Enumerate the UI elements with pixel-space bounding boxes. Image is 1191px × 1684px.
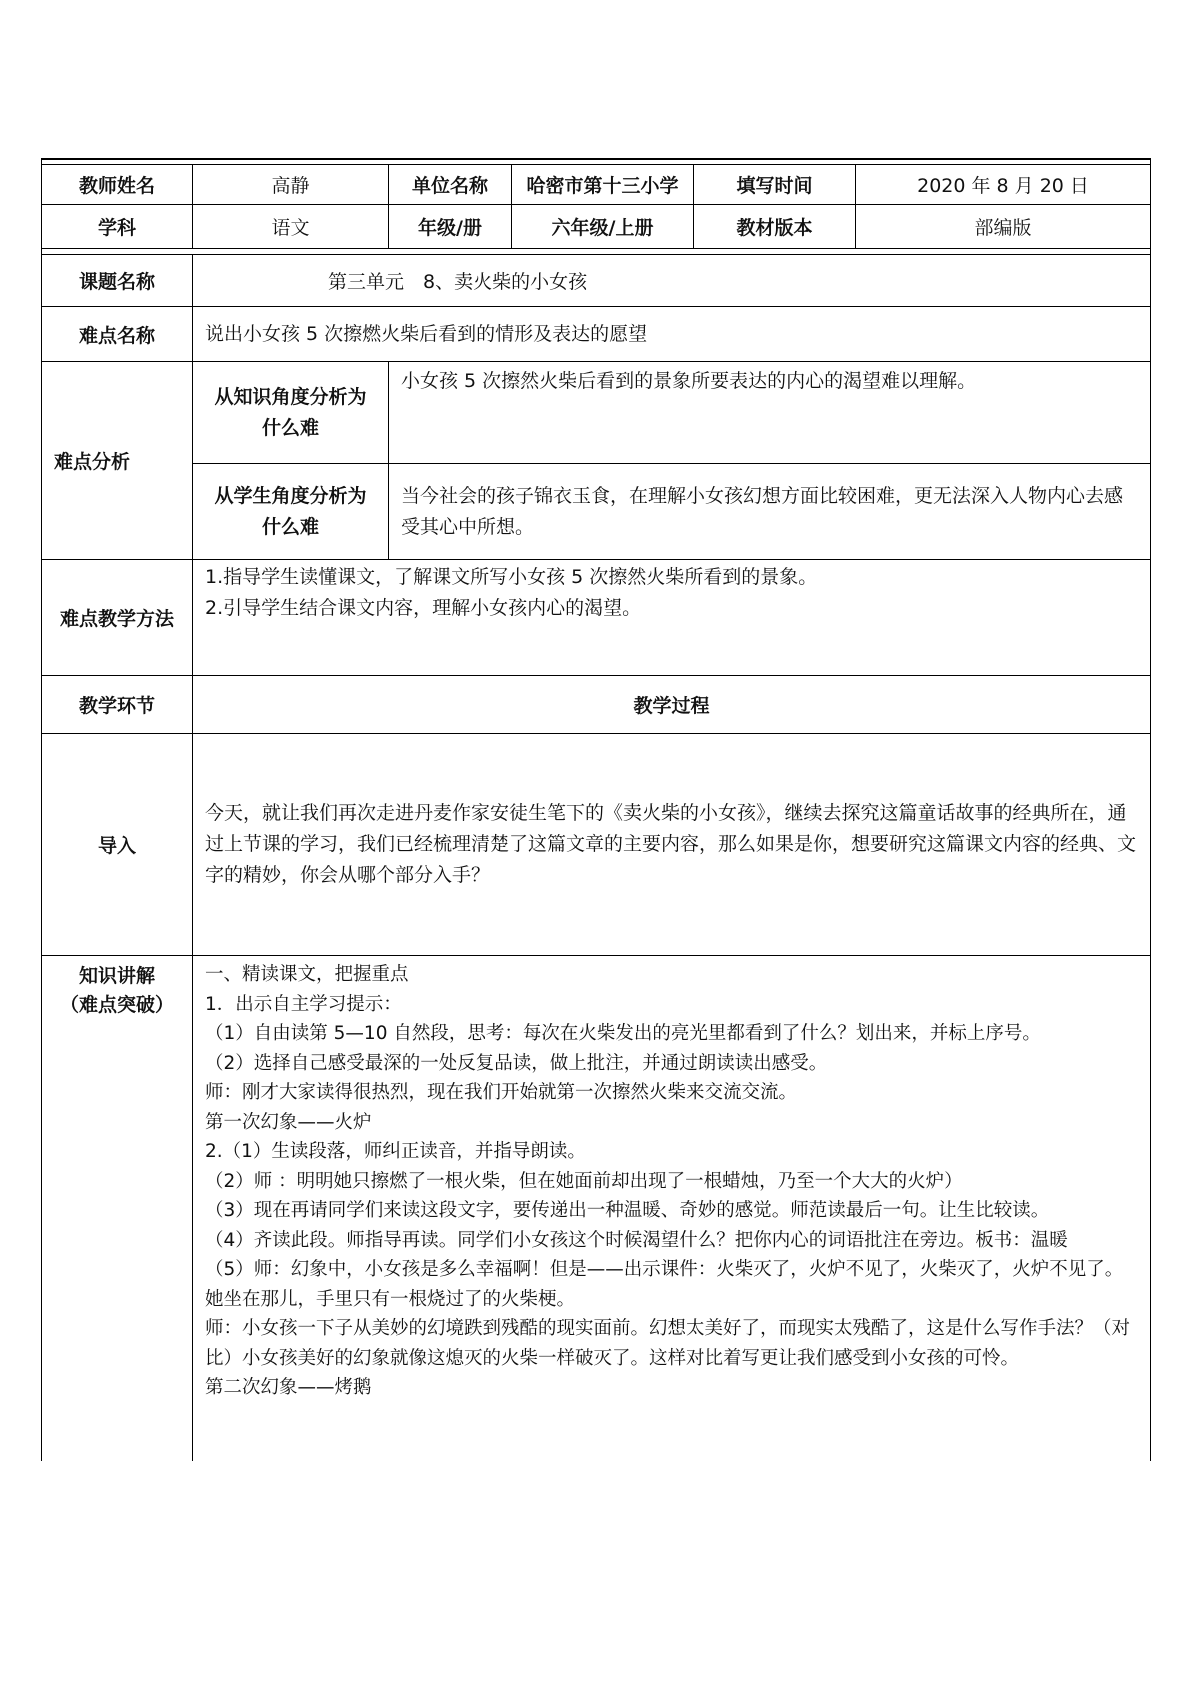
knowledge-angle-text: 小女孩 5 次擦然火柴后看到的景象所要表达的内心的渴望难以理解。: [389, 362, 1151, 464]
grade-label: 年级/册: [389, 205, 512, 249]
fill-date: 2020 年 8 月 20 日: [856, 165, 1151, 205]
intro-label: 导入: [42, 734, 193, 956]
unit-name: 哈密市第十三小学: [512, 165, 694, 205]
topic-value: 第三单元 8、卖火柴的小女孩: [193, 255, 1151, 307]
difficulty-label: 难点名称: [42, 307, 193, 362]
teacher-name-label: 教师姓名: [42, 165, 193, 205]
knowledge-text: [193, 956, 1151, 1461]
edition-label: 教材版本: [694, 205, 856, 249]
subject: 语文: [193, 205, 389, 249]
difficulty-value: 说出小女孩 5 次擦燃火柴后看到的情形及表达的愿望: [193, 307, 1151, 362]
teacher-name: 高静: [193, 165, 389, 205]
knowledge-label: [42, 956, 193, 1461]
knowledge-line: 师：小女孩一下子从美妙的幻境跌到残酷的现实面前。幻想太美好了，而现实太残酷了，这是什么写作手法？（对比）小女孩美好的幻象就像这熄灭的火柴一样破灭了。这样对比着写更让我们感受到小女孩的可怜。: [205, 1318, 1131, 1369]
knowledge-line: 师：刚才大家读得很热烈，现在我们开始就第一次擦然火柴来交流交流。: [205, 1082, 798, 1103]
student-angle-text: 当今社会的孩子锦衣玉食，在理解小女孩幻想方面比较困难，更无法深入人物内心去感受其心中所想。: [389, 464, 1151, 560]
knowledge-angle-label: 从知识角度分析为什么难: [193, 362, 389, 464]
edition: 部编版: [856, 205, 1151, 249]
grade: 六年级/上册: [512, 205, 694, 249]
knowledge-line: （2）师 ：明明她只擦燃了一根火柴，但在她面前却出现了一根蜡烛，乃至一个大大的火炉）: [205, 1170, 963, 1192]
knowledge-line: 1．出示自主学习提示：: [205, 993, 402, 1015]
analysis-label: 难点分析: [42, 362, 193, 560]
topic-label: 课题名称: [42, 255, 193, 307]
method-line: 1.指导学生读懂课文，了解课文所写小女孩 5 次擦然火柴所看到的景象。: [205, 566, 818, 588]
knowledge-line: 2.（1）生读段落，师纠正读音，并指导朗读。: [205, 1141, 586, 1162]
knowledge-line: 第一次幻象——火炉: [205, 1111, 372, 1133]
intro-text: 今天，就让我们再次走进丹麦作家安徒生笔下的《卖火柴的小女孩》，继续去探究这篇童话故事的经典所在，通过上节课的学习，我们已经梳理清楚了这篇文章的主要内容，那么如果是你，想要研究这篇课文内容的经典、文字的精妙，你会从哪个部分入手？: [193, 734, 1151, 956]
knowledge-line: （3）现在再请同学们来读这段文字，要传递出一种温暖、奇妙的感觉。师范读最后一句。让生比较读。: [205, 1200, 1050, 1221]
subject-label: 学科: [42, 205, 193, 249]
knowledge-line: （5）师：幻象中，小女孩是多么幸福啊！但是——出示课件：火柴灭了，火炉不见了，火柴灭了，火炉不见了。她坐在那儿，手里只有一根烧过了的火柴梗。: [205, 1259, 1124, 1310]
knowledge-line: （4）齐读此段。师指导再读。同学们小女孩这个时候渴望什么？把你内心的词语批注在旁边。板书：温暖: [205, 1229, 1068, 1251]
process-header-left: 教学环节: [42, 676, 193, 734]
unit-name-label: 单位名称: [389, 165, 512, 205]
fill-date-label: 填写时间: [694, 165, 856, 205]
method-line: 2.引导学生结合课文内容，理解小女孩内心的渴望。: [205, 597, 642, 619]
student-angle-label: 从学生角度分析为什么难: [193, 464, 389, 560]
knowledge-line: （1）自由读第 5—10 自然段，思考：每次在火柴发出的亮光里都看到了什么？划出来，并标上序号。: [205, 1023, 1041, 1044]
process-header-right: 教学过程: [193, 676, 1151, 734]
knowledge-line: 一、精读课文，把握重点: [205, 964, 409, 985]
method-text: [193, 560, 1151, 676]
knowledge-line: （2）选择自己感受最深的一处反复品读，做上批注，并通过朗读读出感受。: [205, 1052, 828, 1074]
knowledge-label-line2: （难点突破）: [59, 994, 174, 1016]
method-label: 难点教学方法: [42, 560, 193, 676]
knowledge-line: 第二次幻象——烤鹅: [205, 1377, 372, 1398]
lesson-plan-table: [41, 158, 1150, 1461]
knowledge-label-line1: 知识讲解: [78, 965, 155, 987]
